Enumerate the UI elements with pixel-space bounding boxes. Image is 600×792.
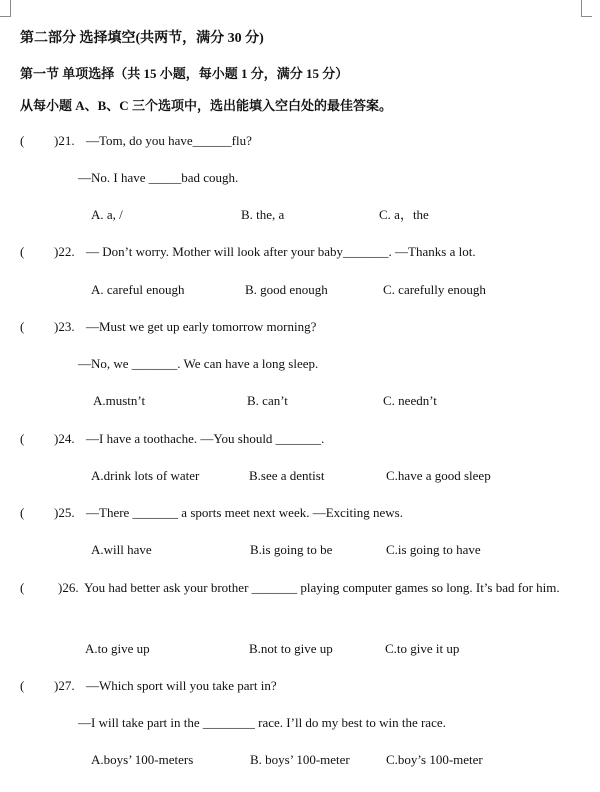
question-number: )21. (54, 133, 75, 148)
question-number: )24. (54, 431, 75, 446)
section-subtitle: 第一节 单项选择（共 15 小题，每小题 1 分，满分 15 分） (20, 66, 349, 81)
option-a: A. careful enough (91, 282, 185, 297)
option-a: A.will have (91, 542, 152, 557)
option-c: C. carefully enough (383, 282, 486, 297)
answer-paren: ( (20, 319, 25, 334)
option-b: B.is going to be (250, 542, 333, 557)
option-c: C.is going to have (386, 542, 481, 557)
answer-paren: ( (20, 678, 25, 693)
question-number: )25. (54, 505, 75, 520)
question-stem: You had better ask your brother _______ playing computer games so long. It’s bad for him. (84, 580, 560, 595)
section-instruction: 从每小题 A、B、C 三个选项中，选出能填入空白处的最佳答案。 (20, 98, 392, 113)
page-corner-mark-right (581, 0, 592, 17)
option-b: B.see a dentist (249, 468, 325, 483)
page-corner-mark-left (0, 0, 11, 17)
option-b: B. boys’ 100-meter (250, 752, 350, 767)
option-b: B. good enough (245, 282, 328, 297)
answer-paren: ( (20, 244, 25, 259)
option-c: C. a，the (379, 207, 429, 222)
answer-paren: ( (20, 505, 25, 520)
question-stem-reply: —No, we _______. We can have a long sleep. (78, 356, 319, 371)
answer-paren: ( (20, 580, 25, 595)
option-c: C.to give it up (385, 641, 460, 656)
answer-paren: ( (20, 431, 25, 446)
question-number: )22. (54, 244, 75, 259)
question-number: )23. (54, 319, 75, 334)
question-stem-reply: —I will take part in the ________ race. I’ll do my best to win the race. (78, 715, 446, 730)
question-stem: —There _______ a sports meet next week. —Exciting news. (86, 505, 403, 520)
question-stem: —Which sport will you take part in? (86, 678, 277, 693)
question-number: )27. (54, 678, 75, 693)
question-stem-reply: —No. I have _____bad cough. (78, 170, 239, 185)
option-c: C.boy’s 100-meter (386, 752, 483, 767)
question-stem: —Tom, do you have______flu? (86, 133, 252, 148)
question-stem: — Don’t worry. Mother will look after your baby_______. —Thanks a lot. (86, 244, 476, 259)
question-stem: —Must we get up early tomorrow morning? (86, 319, 317, 334)
option-b: B.not to give up (249, 641, 333, 656)
option-b: B. can’t (247, 393, 288, 408)
option-a: A.to give up (85, 641, 150, 656)
option-a: A.drink lots of water (91, 468, 200, 483)
question-stem: —I have a toothache. —You should _______. (86, 431, 325, 446)
option-c: C. needn’t (383, 393, 437, 408)
question-number: )26. (58, 580, 79, 595)
option-b: B. the, a (241, 207, 285, 222)
answer-paren: ( (20, 133, 25, 148)
option-a: A.mustn’t (93, 393, 146, 408)
option-a: A.boys’ 100-meters (91, 752, 194, 767)
section-title: 第二部分 选择填空(共两节，满分 30 分) (20, 31, 264, 46)
option-a: A. a, / (91, 207, 123, 222)
option-c: C.have a good sleep (386, 468, 491, 483)
